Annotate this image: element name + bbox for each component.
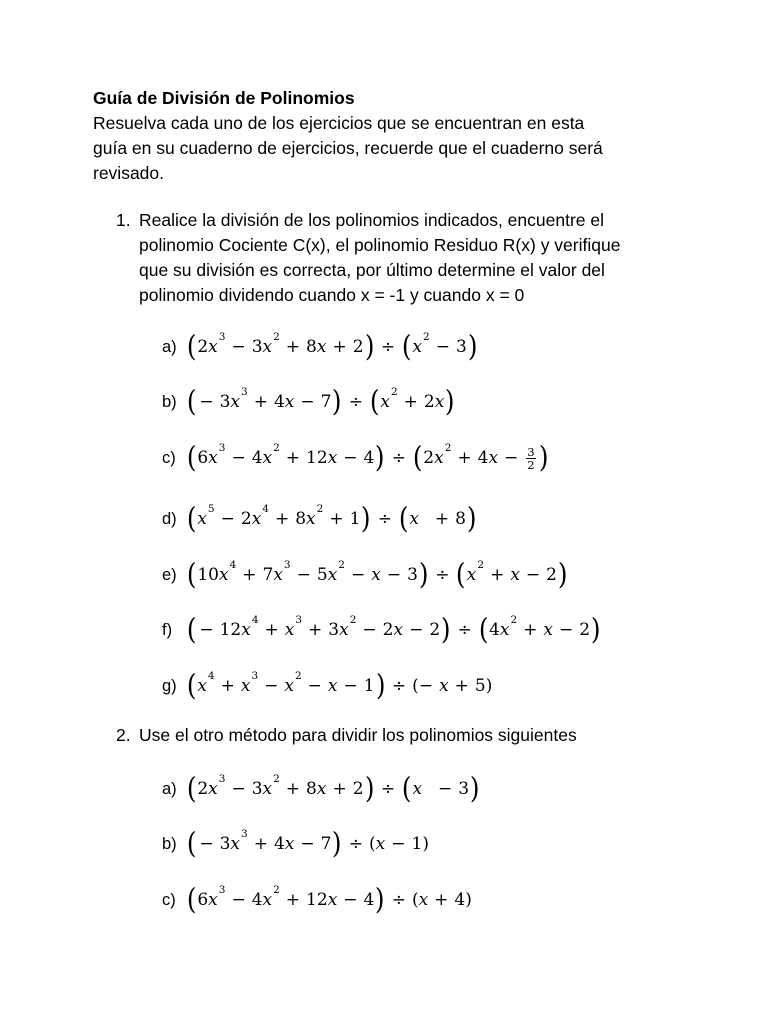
exercise-1b xyxy=(162,382,456,422)
exercise-2b xyxy=(162,824,429,864)
question-2-number: 2. xyxy=(116,725,131,745)
exercise-label: b) xyxy=(162,392,177,411)
math-expression: ( − 3 x 3 + 4 x − 7 ) ÷ ( x 2 + 2 x ) xyxy=(186,383,455,418)
math-expression: ( 2 x 3 − 3 x 2 + 8 x + 2 ) ÷ ( x 2 − 3 ) xyxy=(186,328,478,363)
exercise-2a xyxy=(162,769,480,809)
math-expression: ( 10 x 4 + 7 x 3 − 5 x 2 − x − 3 ) ÷ ( x 2 + x − 2 ) xyxy=(186,556,568,591)
question-2-text: Use el otro método para dividir los polinomios siguientes xyxy=(139,725,577,745)
exercise-label: a) xyxy=(162,779,177,798)
document-title: Guía de División de Polinomios xyxy=(93,88,355,108)
exercise-1g xyxy=(162,666,492,706)
question-1-text xyxy=(139,208,699,308)
exercise-label: b) xyxy=(162,834,177,853)
intro-line-3: revisado. xyxy=(93,163,165,183)
math-expression: ( − 12 x 4 + x 3 + 3 x 2 − 2 x − 2 ) ÷ ( 4 x 2 + x − 2 ) xyxy=(186,611,601,646)
math-expression: ( − 3 x 3 + 4 x − 7 ) ÷ ( x − 1 ) xyxy=(186,825,429,860)
exercise-label: f) xyxy=(162,620,173,639)
exercise-1d xyxy=(162,499,477,539)
question-1-number: 1. xyxy=(116,210,131,230)
math-expression: ( x 5 − 2 x 4 + 8 x 2 + 1 ) ÷ ( x + 8 ) xyxy=(186,500,477,535)
exercise-label: e) xyxy=(162,565,177,584)
intro-line-1: Resuelva cada uno de los ejercicios que se encuentran en esta xyxy=(93,113,585,133)
exercise-label: g) xyxy=(162,676,177,695)
math-expression: ( 6 x 3 − 4 x 2 + 12 x − 4 ) ÷ ( 2 x 2 + 4 x − $\frac{3}{2}$ ) xyxy=(186,439,549,474)
math-expression: ( 6 x 3 − 4 x 2 + 12 x − 4 ) ÷ ( x + 4 ) xyxy=(186,881,472,916)
question-1-line: que su división es correcta, por último determine el valor del xyxy=(139,260,605,280)
exercise-label: d) xyxy=(162,509,177,528)
exercise-1f xyxy=(162,610,601,650)
exercise-label: c) xyxy=(162,890,176,909)
exercise-1c xyxy=(162,438,549,478)
question-1-line: polinomio dividendo cuando x = -1 y cuando x = 0 xyxy=(139,285,525,305)
question-1-line: Realice la división de los polinomios indicados, encuentre el xyxy=(139,210,604,230)
exercise-2c xyxy=(162,880,472,920)
exercise-label: c) xyxy=(162,448,176,467)
exercise-1a xyxy=(162,327,478,367)
exercise-label: a) xyxy=(162,337,177,356)
fraction: $\frac{3}{2}$ xyxy=(527,444,535,472)
math-expression: ( x 4 + x 3 − x 2 − x − 1 ) ÷ ( − x + 5 ) xyxy=(186,667,493,702)
exercise-1e xyxy=(162,555,568,595)
math-expression: ( 2 x 3 − 3 x 2 + 8 x + 2 ) ÷ ( x − 3 ) xyxy=(186,770,480,805)
question-1-line: polinomio Cociente C(x), el polinomio Residuo R(x) y verifique xyxy=(139,235,621,255)
intro-line-2: guía en su cuaderno de ejercicios, recuerde que el cuaderno será xyxy=(93,138,603,158)
